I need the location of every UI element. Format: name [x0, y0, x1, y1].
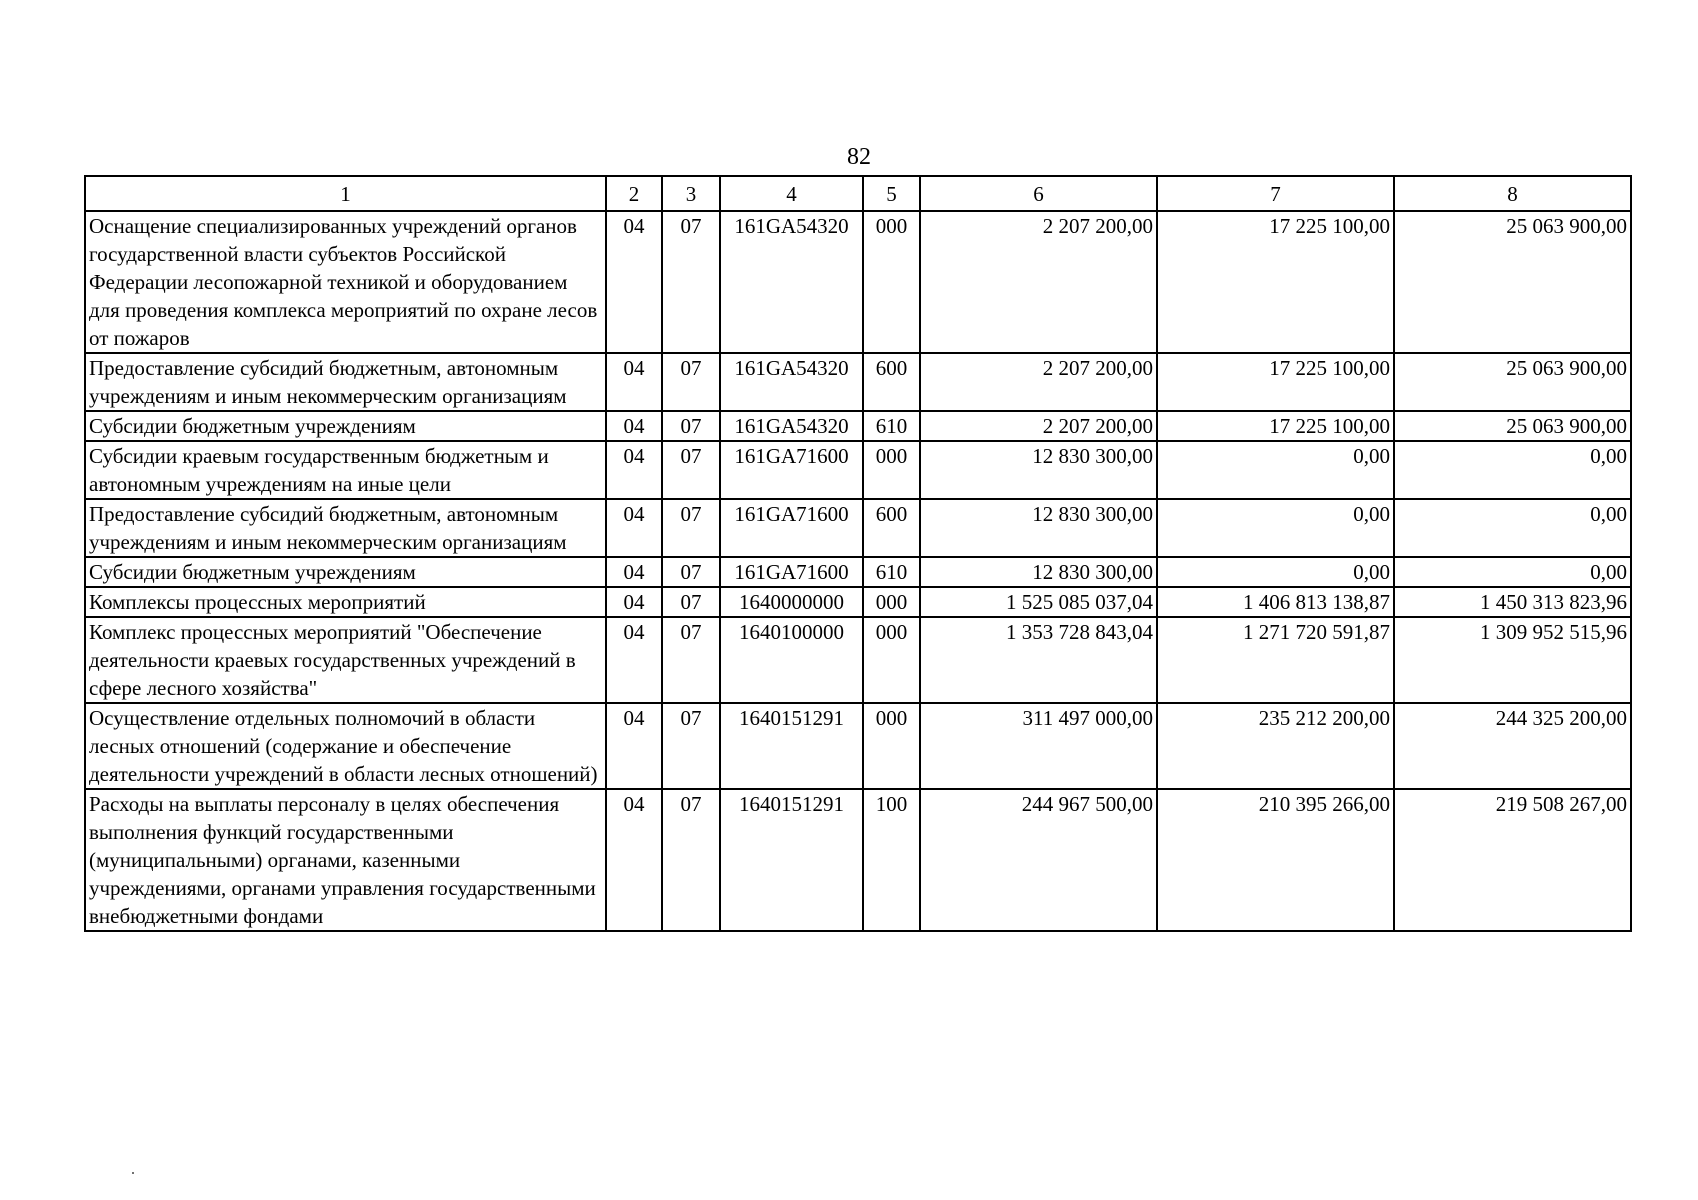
- target-article-code: 161GA54320: [720, 211, 863, 353]
- header-cell: 6: [920, 176, 1157, 211]
- table-row: [85, 411, 1631, 441]
- table-row: [85, 789, 1631, 931]
- section-code: 04: [606, 441, 662, 499]
- amount-col8: 244 325 200,00: [1394, 703, 1631, 789]
- target-article-code: 1640100000: [720, 617, 863, 703]
- target-article-code: 1640151291: [720, 703, 863, 789]
- page-number: 82: [847, 144, 871, 170]
- section-code: 04: [606, 499, 662, 557]
- amount-col8: 25 063 900,00: [1394, 353, 1631, 411]
- amount-col6: 1 353 728 843,04: [920, 617, 1157, 703]
- header-cell: 3: [662, 176, 720, 211]
- section-code: 04: [606, 411, 662, 441]
- section-code: 04: [606, 211, 662, 353]
- subsection-code: 07: [662, 557, 720, 587]
- row-name: Субсидии краевым государственным бюджетным и автономным учреждениям на иные цели: [85, 441, 606, 499]
- header-cell: 1: [85, 176, 606, 211]
- section-code: 04: [606, 617, 662, 703]
- row-name: Комплекс процессных мероприятий "Обеспечение деятельности краевых государственных учреждений в сфере лесного хозяйства": [85, 617, 606, 703]
- row-name: Предоставление субсидий бюджетным, автономным учреждениям и иным некоммерческим организациям: [85, 499, 606, 557]
- expense-type-code: 610: [863, 557, 920, 587]
- row-name: Расходы на выплаты персоналу в целях обеспечения выполнения функций государственными (муниципальными) органами, казенными учреждениями, органами управления государственными внебюджетными фондами: [85, 789, 606, 931]
- table-row: [85, 353, 1631, 411]
- subsection-code: 07: [662, 617, 720, 703]
- amount-col8: 0,00: [1394, 499, 1631, 557]
- expense-type-code: 610: [863, 411, 920, 441]
- row-name: Субсидии бюджетным учреждениям: [85, 411, 606, 441]
- subsection-code: 07: [662, 441, 720, 499]
- header-cell: 2: [606, 176, 662, 211]
- amount-col6: 2 207 200,00: [920, 353, 1157, 411]
- amount-col6: 12 830 300,00: [920, 499, 1157, 557]
- table-row: [85, 703, 1631, 789]
- header-cell: 4: [720, 176, 863, 211]
- amount-col8: 1 450 313 823,96: [1394, 587, 1631, 617]
- expense-type-code: 100: [863, 789, 920, 931]
- amount-col8: 219 508 267,00: [1394, 789, 1631, 931]
- section-code: 04: [606, 703, 662, 789]
- expense-type-code: 000: [863, 617, 920, 703]
- target-article-code: 1640000000: [720, 587, 863, 617]
- amount-col7: 0,00: [1157, 557, 1394, 587]
- section-code: 04: [606, 789, 662, 931]
- section-code: 04: [606, 353, 662, 411]
- header-cell: 5: [863, 176, 920, 211]
- subsection-code: 07: [662, 703, 720, 789]
- subsection-code: 07: [662, 411, 720, 441]
- subsection-code: 07: [662, 211, 720, 353]
- expense-type-code: 000: [863, 587, 920, 617]
- expense-type-code: 000: [863, 703, 920, 789]
- target-article-code: 161GA54320: [720, 353, 863, 411]
- table-row: [85, 587, 1631, 617]
- budget-table: [84, 175, 1632, 932]
- amount-col8: 0,00: [1394, 441, 1631, 499]
- target-article-code: 161GA54320: [720, 411, 863, 441]
- header-cell: 7: [1157, 176, 1394, 211]
- subsection-code: 07: [662, 587, 720, 617]
- row-name: Предоставление субсидий бюджетным, автономным учреждениям и иным некоммерческим организациям: [85, 353, 606, 411]
- target-article-code: 161GA71600: [720, 499, 863, 557]
- section-code: 04: [606, 557, 662, 587]
- amount-col6: 2 207 200,00: [920, 411, 1157, 441]
- header-row: [85, 176, 1631, 211]
- amount-col6: 12 830 300,00: [920, 441, 1157, 499]
- table-row: [85, 499, 1631, 557]
- target-article-code: 1640151291: [720, 789, 863, 931]
- scan-speck: [132, 1172, 134, 1174]
- amount-col7: 1 406 813 138,87: [1157, 587, 1394, 617]
- amount-col6: 1 525 085 037,04: [920, 587, 1157, 617]
- target-article-code: 161GA71600: [720, 557, 863, 587]
- expense-type-code: 000: [863, 441, 920, 499]
- header-cell: 8: [1394, 176, 1631, 211]
- expense-type-code: 600: [863, 353, 920, 411]
- subsection-code: 07: [662, 353, 720, 411]
- amount-col7: 0,00: [1157, 441, 1394, 499]
- table-row: [85, 557, 1631, 587]
- target-article-code: 161GA71600: [720, 441, 863, 499]
- subsection-code: 07: [662, 499, 720, 557]
- row-name: Осуществление отдельных полномочий в области лесных отношений (содержание и обеспечение деятельности учреждений в области лесных отношений): [85, 703, 606, 789]
- table-row: [85, 211, 1631, 353]
- amount-col7: 1 271 720 591,87: [1157, 617, 1394, 703]
- table-row: [85, 617, 1631, 703]
- expense-type-code: 600: [863, 499, 920, 557]
- amount-col7: 17 225 100,00: [1157, 211, 1394, 353]
- amount-col8: 25 063 900,00: [1394, 411, 1631, 441]
- amount-col7: 17 225 100,00: [1157, 411, 1394, 441]
- expense-type-code: 000: [863, 211, 920, 353]
- amount-col6: 2 207 200,00: [920, 211, 1157, 353]
- row-name: Субсидии бюджетным учреждениям: [85, 557, 606, 587]
- amount-col6: 12 830 300,00: [920, 557, 1157, 587]
- amount-col8: 25 063 900,00: [1394, 211, 1631, 353]
- table-row: [85, 441, 1631, 499]
- amount-col6: 244 967 500,00: [920, 789, 1157, 931]
- subsection-code: 07: [662, 789, 720, 931]
- amount-col8: 0,00: [1394, 557, 1631, 587]
- amount-col7: 235 212 200,00: [1157, 703, 1394, 789]
- amount-col6: 311 497 000,00: [920, 703, 1157, 789]
- amount-col7: 0,00: [1157, 499, 1394, 557]
- amount-col7: 210 395 266,00: [1157, 789, 1394, 931]
- row-name: Оснащение специализированных учреждений органов государственной власти субъектов Российской Федерации лесопожарной техникой и оборудованием для проведения комплекса мероприятий по охране лесов от пожаров: [85, 211, 606, 353]
- amount-col7: 17 225 100,00: [1157, 353, 1394, 411]
- amount-col8: 1 309 952 515,96: [1394, 617, 1631, 703]
- row-name: Комплексы процессных мероприятий: [85, 587, 606, 617]
- section-code: 04: [606, 587, 662, 617]
